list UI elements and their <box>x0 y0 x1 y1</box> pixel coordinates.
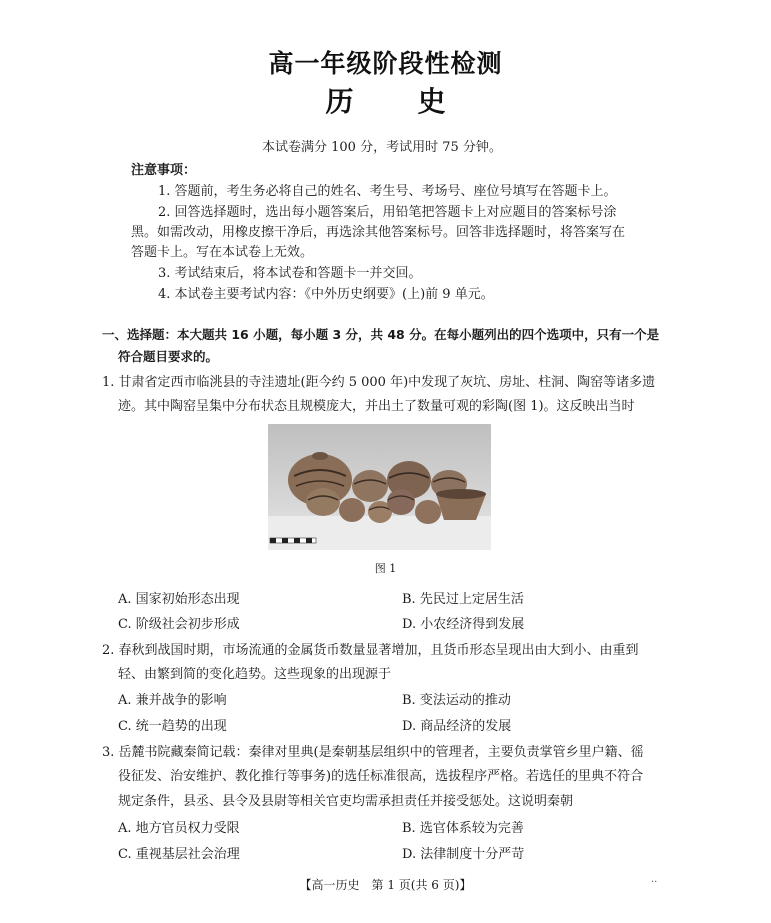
q1-option-b: B. 先民过上定居生活 <box>402 592 524 607</box>
q1-option-a: A. 国家初始形态出现 <box>118 592 240 607</box>
section-heading-line1: 一、选择题：本大题共 16 小题，每小题 3 分，共 48 分。在每小题列出的四个选项中，只有一个是 <box>102 327 660 342</box>
q3-stem-line3: 规定条件，县丞、县令及县尉等相关官吏均需承担责任并接受惩处。这说明秦朝 <box>118 794 574 809</box>
figure-caption: 图 1 <box>374 562 397 575</box>
page-footer: 【高一历史 第 1 页(共 6 页)】 <box>299 878 472 892</box>
section-heading-line2: 符合题目要求的。 <box>118 349 219 364</box>
exam-intro: 本试卷满分 100 分，考试用时 75 分钟。 <box>262 140 502 155</box>
exam-title: 高一年级阶段性检测 <box>268 49 503 78</box>
q2-stem-line1: 2. 春秋到战国时期，市场流通的金属货币数量显著增加，且货币形态呈现出由大到小、由重到 <box>102 643 639 658</box>
q3-option-a: A. 地方官员权力受限 <box>118 821 240 836</box>
q2-option-c: C. 统一趋势的出现 <box>118 719 227 734</box>
q3-stem-line1: 3. 岳麓书院藏秦简记载：秦律对里典(是秦朝基层组织中的管理者，主要负责掌管乡里户籍、徭 <box>102 745 644 760</box>
subject-title-left: 历 <box>325 85 354 118</box>
note-4: 4. 本试卷主要考试内容：《中外历史纲要》(上)前 9 单元。 <box>158 287 494 302</box>
q2-stem-line2: 轻、由繁到简的变化趋势。这些现象的出现源于 <box>118 667 392 682</box>
q1-option-c: C. 阶级社会初步形成 <box>118 617 240 632</box>
subject-title-right: 史 <box>417 85 446 118</box>
q2-option-a: A. 兼并战争的影响 <box>118 693 227 708</box>
subject-title <box>0 80 771 120</box>
q3-option-b: B. 选官体系较为完善 <box>402 821 524 836</box>
note-2a: 2. 回答选择题时，选出每小题答案后，用铅笔把答题卡上对应题目的答案标号涂 <box>158 205 617 220</box>
note-2c: 答题卡上。写在本试卷上无效。 <box>131 245 314 260</box>
q1-stem-line2: 迹。其中陶窑呈集中分布状态且规模庞大，并出土了数量可观的彩陶(图 1)。这反映出当时 <box>118 399 635 414</box>
q1-stem-line1: 1. 甘肃省定西市临洮县的寺洼遗址(距今约 5 000 年)中发现了灰坑、房址、柱洞、陶窑等诸多遗 <box>102 375 656 390</box>
note-2b: 黑。如需改动，用橡皮擦干净后，再选涂其他答案标号。回答非选择题时，将答案写在 <box>131 225 626 240</box>
q3-option-c: C. 重视基层社会治理 <box>118 847 240 862</box>
painted-pottery-photo <box>268 424 491 550</box>
q2-option-d: D. 商品经济的发展 <box>402 719 512 734</box>
q3-stem-line2: 役征发、治安维护、教化推行等事务)的选任标准很高，选拔程序严格。若选任的里典不符合 <box>118 769 644 784</box>
corner-mark: ·· <box>651 877 658 888</box>
q1-option-d: D. 小农经济得到发展 <box>402 617 525 632</box>
note-3: 3. 考试结束后，将本试卷和答题卡一并交回。 <box>158 266 422 281</box>
q3-option-d: D. 法律制度十分严苛 <box>402 847 525 862</box>
q2-option-b: B. 变法运动的推动 <box>402 693 511 708</box>
note-1: 1. 答题前，考生务必将自己的姓名、考生号、考场号、座位号填写在答题卡上。 <box>158 184 617 199</box>
notes-heading: 注意事项： <box>131 163 197 178</box>
